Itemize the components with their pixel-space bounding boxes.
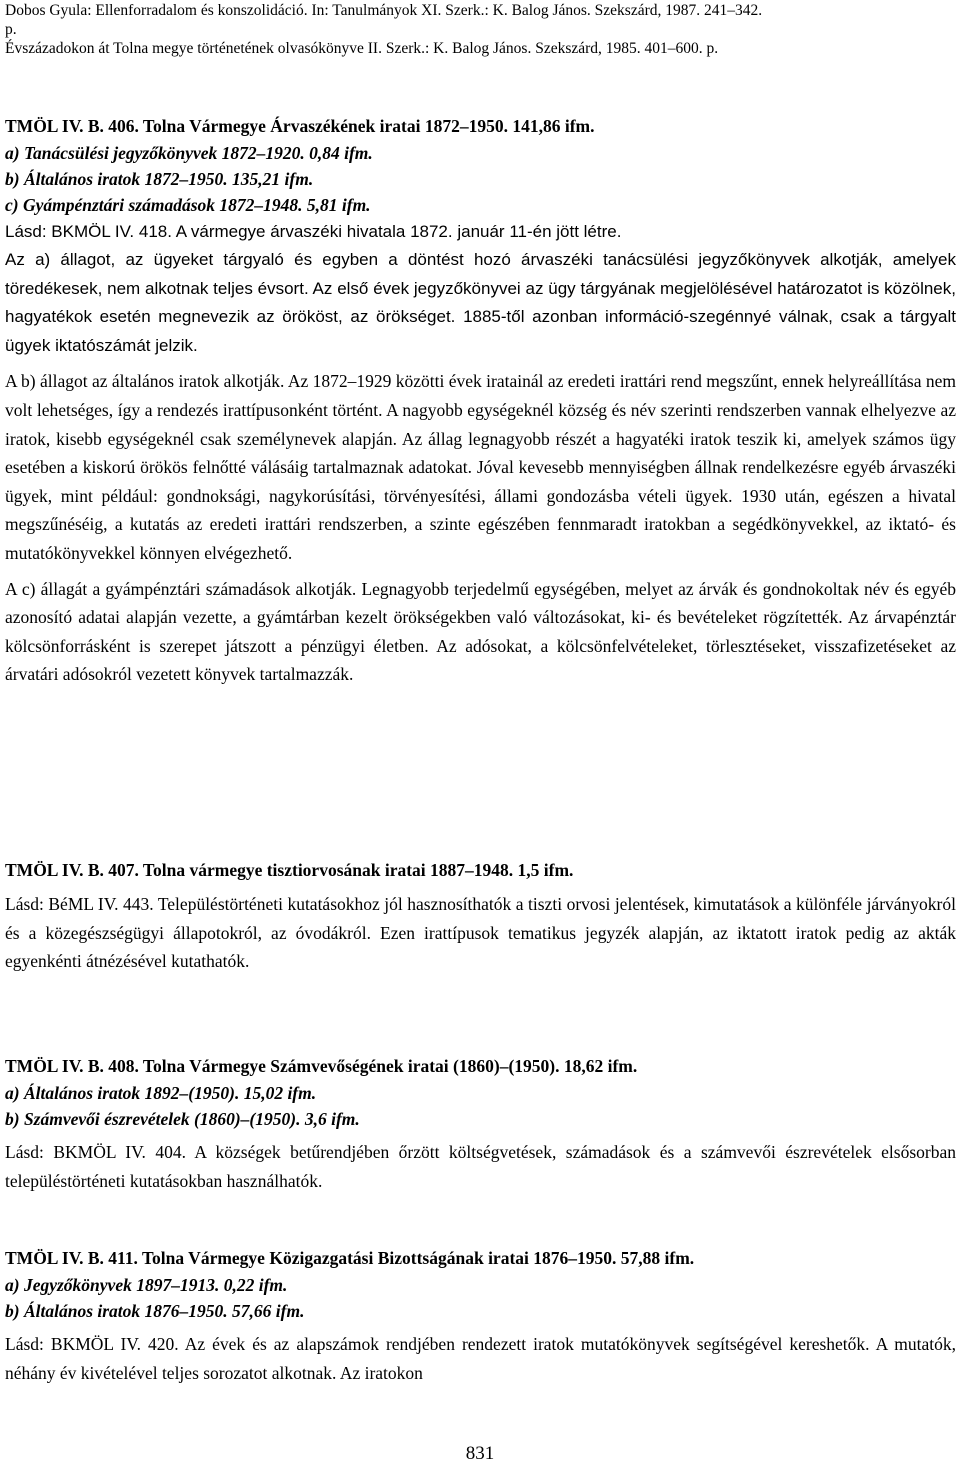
entry-paragraph: Lásd: BKMÖL IV. 404. A községek betűrendjében őrzött költségvetések, számadások és a számvevői észrevételek elsősorban településtörténeti kutatásokban használhatók. — [5, 1142, 956, 1191]
reference-line: p. — [5, 21, 17, 38]
reference-line: Évszázadokon át Tolna megye történetének olvasókönyve II. Szerk.: K. Balog János. Szekszárd, 1985. 401–600. p. — [5, 40, 719, 57]
entry-408 — [5, 1052, 956, 1202]
page-number: 831 — [465, 1443, 495, 1464]
entry-heading: TMÖL IV. B. 406. Tolna Vármegye Árvaszékének iratai 1872–1950. 141,86 ifm. — [5, 116, 595, 136]
bibliography-references — [5, 1, 956, 58]
entry-heading: TMÖL IV. B. 411. Tolna Vármegye Közigazgatási Bizottságának iratai 1876–1950. 57,88 ifm. — [5, 1248, 695, 1268]
entry-411 — [5, 1244, 956, 1394]
see-also-line: Lásd: BKMÖL IV. 418. A vármegye árvaszéki hivatala 1872. január 11-én jött létre. — [5, 222, 622, 241]
entry-paragraph: Lásd: BéML IV. 443. Településtörténeti kutatásokhoz jól hasznosíthatók a tiszti orvosi jelentések, kimutatások a különféle járványokról és a közegészségügyi állapotokról, az óvodákról. Ezen irattípusok tematikus jegyzék alapján, az iktatott iratok pedig az akták egyenkénti átnézésével kutathatók. — [5, 894, 956, 972]
entry-407 — [5, 856, 956, 983]
entry-subseries: a) Tanácsülési jegyzőkönyvek 1872–1920. 0,84 ifm. — [5, 143, 373, 163]
entry-subseries: a) Jegyzőkönyvek 1897–1913. 0,22 ifm. — [5, 1275, 288, 1295]
entry-heading: TMÖL IV. B. 407. Tolna vármegye tisztiorvosának iratai 1887–1948. 1,5 ifm. — [5, 860, 574, 880]
entry-paragraph: Az a) állagot, az ügyeket tárgyaló és egyben a döntést hozó árvaszéki tanácsülési jegyzőkönyvek alkotják, amelyek töredékesek, nem alkotnak teljes évsort. Az első évek jegyzőkönyvei az ügy tárgyának megjelölésével határozatot is közölnek, hagyatékok esetén megnevezik az örököst, az örökséget. 1885-től azonban információ-szegénnyé válnak, csak a tárgyalt ügyek iktatószámát jelzik. — [5, 250, 956, 355]
entry-paragraph: A b) állagot az általános iratok alkotják. Az 1872–1929 közötti évek iratainál az eredeti irattári rend megszűnt, ennek helyreállítása nem volt lehetséges, így a rendezés irattípusonként történt. A nagyobb egységeknél község és név szerinti rendszerben vannak elhelyezve az iratok, kisebb egységeknél csak személynevek alapján. Az állag legnagyobb részét a hagyatéki iratok teszik ki, amelyek számos ügy esetében a kiskorú örökös felnőtté válásáig tartalmaznak adatokat. Jóval kevesebb mennyiségben állnak rendelkezésre egyéb árvaszéki ügyek, mint például: gondnoksági, nagykorúsítási, törvényesítési, állami gondozásba vételi ügyek. 1930 után, egészen a hivatal megszűnéséig, a kutatás az eredeti irattári rendszerben, a szinte egészében fennmaradt iratokban a segédkönyvekkel, az iktató- és mutatókönyvekkel könnyen elvégezhető. — [5, 371, 956, 563]
entry-paragraph: Lásd: BKMÖL IV. 420. Az évek és az alapszámok rendjében rendezett iratok mutatókönyvek segítségével kereshetők. A mutatók, néhány év kivételével teljes sorozatot alkotnak. Az iratokon — [5, 1334, 956, 1383]
entry-heading: TMÖL IV. B. 408. Tolna Vármegye Számvevőségének iratai (1860)–(1950). 18,62 ifm. — [5, 1056, 638, 1076]
entry-subseries: b) Általános iratok 1872–1950. 135,21 ifm. — [5, 169, 314, 189]
reference-line: Dobos Gyula: Ellenforradalom és konszolidáció. In: Tanulmányok XI. Szerk.: K. Balog János. Szekszárd, 1987. 241–342. — [5, 2, 763, 19]
entry-paragraph: A c) állagát a gyámpénztári számadások alkotják. Legnagyobb terjedelmű egységében, melyet az árvák és gondnokoltak név és egyéb azonosító adatai alapján vezette, a gyámtárban kezelt örökségekben való változásokat, ki- és bevételeket rögzítették. Az árvapénztár kölcsönforrásként is szerepet játszott a pénzügyi életben. Az adósokat, a kölcsönfelvételeket, törlesztéseket, visszafizetéseket az árvatári adósokról vezetett könyvek tartalmazzák. — [5, 578, 956, 685]
entry-406 — [5, 112, 956, 696]
entry-subseries: a) Általános iratok 1892–(1950). 15,02 ifm. — [5, 1083, 317, 1103]
document-page — [5, 0, 956, 1383]
entry-subseries: b) Általános iratok 1876–1950. 57,66 ifm. — [5, 1301, 305, 1321]
entry-subseries: b) Számvevői észrevételek (1860)–(1950). 3,6 ifm. — [5, 1109, 360, 1129]
entry-subseries: c) Gyámpénztári számadások 1872–1948. 5,81 ifm. — [5, 195, 371, 215]
